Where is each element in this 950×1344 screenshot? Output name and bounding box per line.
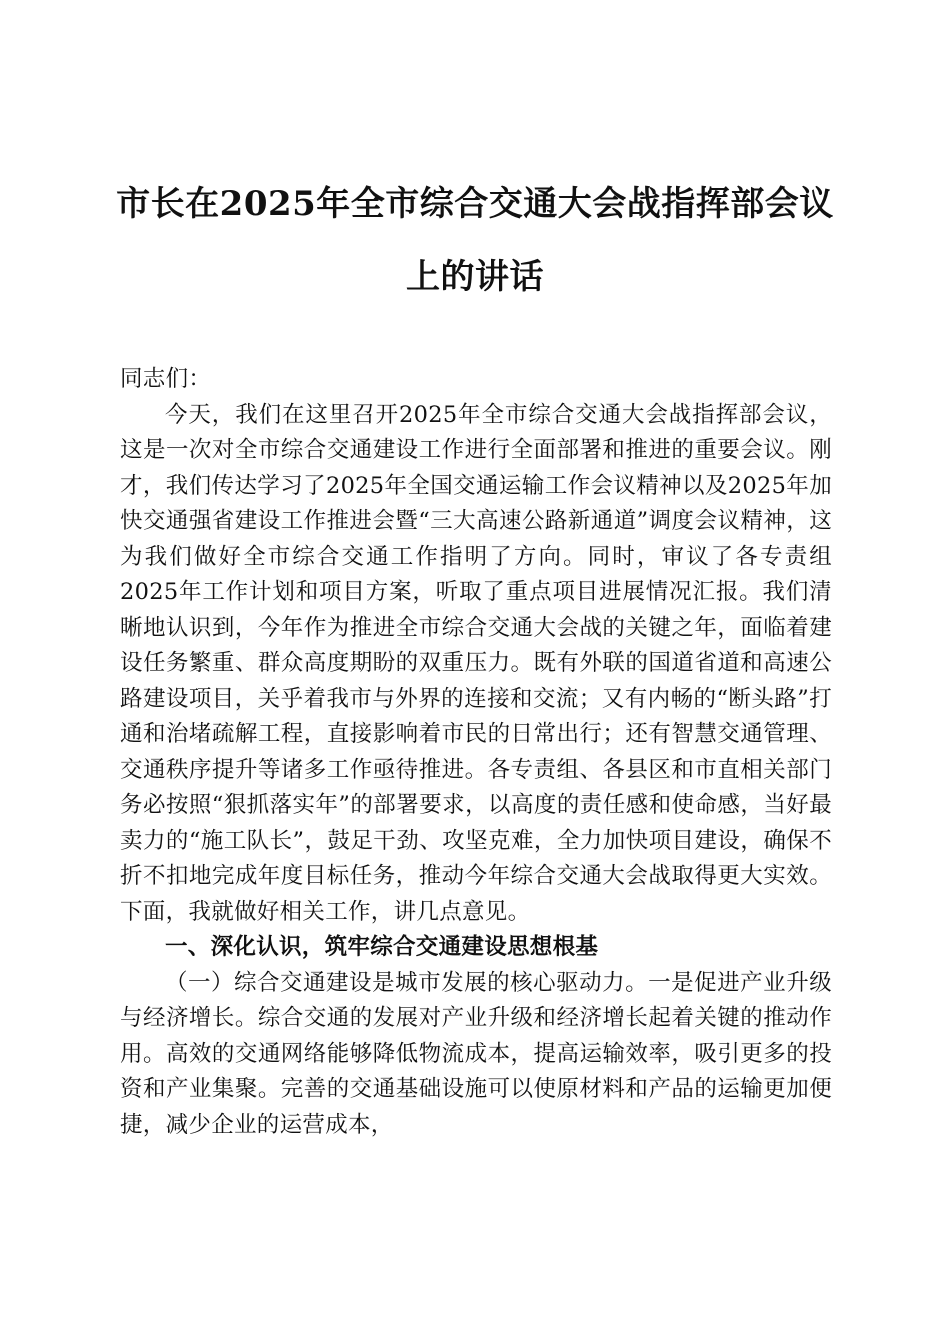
section-heading: 一、深化认识，筑牢综合交通建设思想根基	[165, 934, 599, 960]
salutation: 同志们：	[120, 366, 212, 392]
section-paragraph: （一）综合交通建设是城市发展的核心驱动力。一是促进产业升级与经济增长。综合交通的发展对产业升级和经济增长起着关键的推动作用。高效的交通网络能够降低物流成本，提高运输效率，吸引更多的投资和产业集聚。完善的交通基础设施可以使原材料和产品的运输更加便捷，减少企业的运营成本，	[120, 969, 832, 1138]
document-body	[120, 362, 832, 1143]
document-title: 市长在2025年全市综合交通大会战指挥部会议上的讲话	[116, 184, 834, 297]
intro-paragraph: 今天，我们在这里召开2025年全市综合交通大会战指挥部会议，这是一次对全市综合交通建设工作进行全面部署和推进的重要会议。刚才，我们传达学习了2025年全国交通运输工作会议精神以及2025年加快交通强省建设工作推进会暨“三大高速公路新通道”调度会议精神，这为我们做好全市综合交通工作指明了方向。同时，审议了各专责组2025年工作计划和项目方案，听取了重点项目进展情况汇报。我们清晰地认识到，今年作为推进全市综合交通大会战的关键之年，面临着建设任务繁重、群众高度期盼的双重压力。既有外联的国道省道和高速公路建设项目，关乎着我市与外界的连接和交流；又有内畅的“断头路”打通和治堵疏解工程，直接影响着市民的日常出行；还有智慧交通管理、交通秩序提升等诸多工作亟待推进。各专责组、各县区和市直相关部门务必按照“狠抓落实年”的部署要求，以高度的责任感和使命感，当好最卖力的“施工队长”，鼓足干劲、攻坚克难，全力加快项目建设，确保不折不扣地完成年度目标任务，推动今年综合交通大会战取得更大实效。下面，我就做好相关工作，讲几点意见。	[120, 401, 832, 925]
